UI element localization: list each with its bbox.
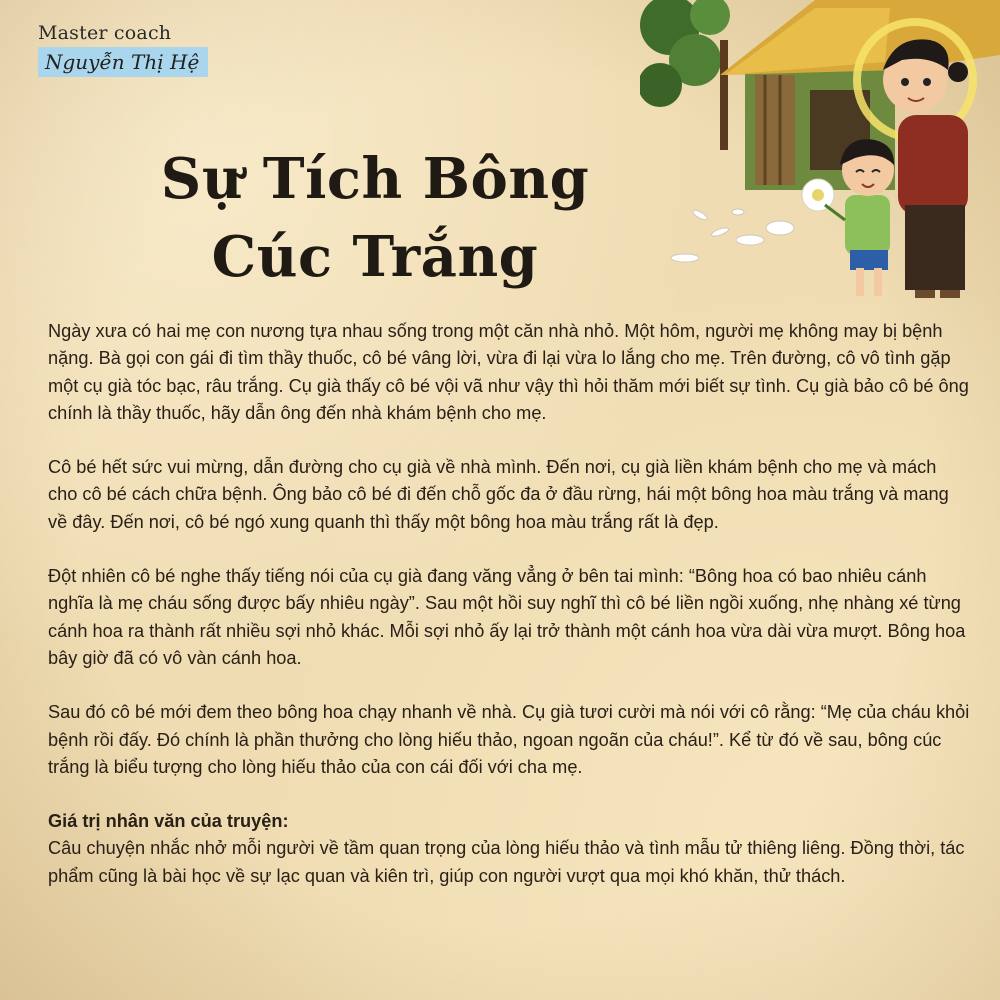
brand-name: Nguyễn Thị Hệ xyxy=(38,47,208,77)
title-line-1: Sự Tích Bông xyxy=(160,146,590,212)
value-text: Câu chuyện nhắc nhở mỗi người về tầm quan trọng của lòng hiếu thảo và tình mẫu tử thiêng liêng. Đồng thời, tác phẩm cũng là bài học về sự lạc quan và kiên trì, giúp con người vượt qua mọi khó khăn, thử thách. xyxy=(48,838,965,886)
story-paragraph-2: Cô bé hết sức vui mừng, dẫn đường cho cụ già về nhà mình. Đến nơi, cụ già liền khám bệnh cho mẹ và mách cho cô bé cách chữa bệnh. Ông bảo cô bé đi đến chỗ gốc đa ở đầu rừng, hái một bông hoa màu trắng và mang về đây. Đến nơi, cô bé ngó xung quanh thì thấy một bông hoa màu trắng rất là đẹp. xyxy=(48,457,949,532)
story-paragraph-3: Đột nhiên cô bé nghe thấy tiếng nói của cụ già đang văng vẳng ở bên tai mình: “Bông hoa có bao nhiêu cánh nghĩa là mẹ cháu sống được bấy nhiêu ngày”. Sau một hồi suy nghĩ thì cô bé liền ngồi xuống, nhẹ nhàng xé từng cánh hoa ra thành rất nhiều sợi nhỏ khác. Mỗi sợi nhỏ ấy lại trở thành một cánh hoa vừa dài vừa mượt. Bông hoa bây giờ đã có vô vàn cánh hoa. xyxy=(48,566,966,668)
story-body xyxy=(48,318,970,890)
brand xyxy=(38,22,208,77)
mother-child-illustration xyxy=(640,0,1000,320)
story-title xyxy=(140,140,610,296)
value-heading: Giá trị nhân văn của truyện: xyxy=(48,811,289,832)
mother-figure xyxy=(883,39,968,298)
tree-foliage xyxy=(640,0,730,150)
brand-label: Master coach xyxy=(38,22,172,44)
child-figure xyxy=(840,139,894,296)
scattered-petals xyxy=(671,208,794,262)
story-paragraph-4: Sau đó cô bé mới đem theo bông hoa chạy nhanh về nhà. Cụ già tươi cười mà nói với cô rằng: “Mẹ của cháu khỏi bệnh rồi đấy. Đó chính là phần thưởng cho lòng hiếu thảo, ngoan ngoãn của cháu!”. Kể từ đó về sau, bông cúc trắng là biểu tượng cho lòng hiếu thảo của con cái đối với cha mẹ. xyxy=(48,702,970,777)
story-paragraph-1: Ngày xưa có hai mẹ con nương tựa nhau sống trong một căn nhà nhỏ. Một hôm, người mẹ không may bị bệnh nặng. Bà gọi con gái đi tìm thầy thuốc, cô bé vâng lời, vừa đi lại vừa lo lắng cho mẹ. Trên đường, cô vô tình gặp một cụ già tóc bạc, râu trắng. Cụ già thấy cô bé vội vã như vậy thì hỏi thăm mới biết sự tình. Cụ già bảo cô bé ông chính là thầy thuốc, hãy dẫn ông đến nhà khám bệnh cho mẹ. xyxy=(48,321,969,423)
title-line-2: Cúc Trắng xyxy=(211,224,539,290)
